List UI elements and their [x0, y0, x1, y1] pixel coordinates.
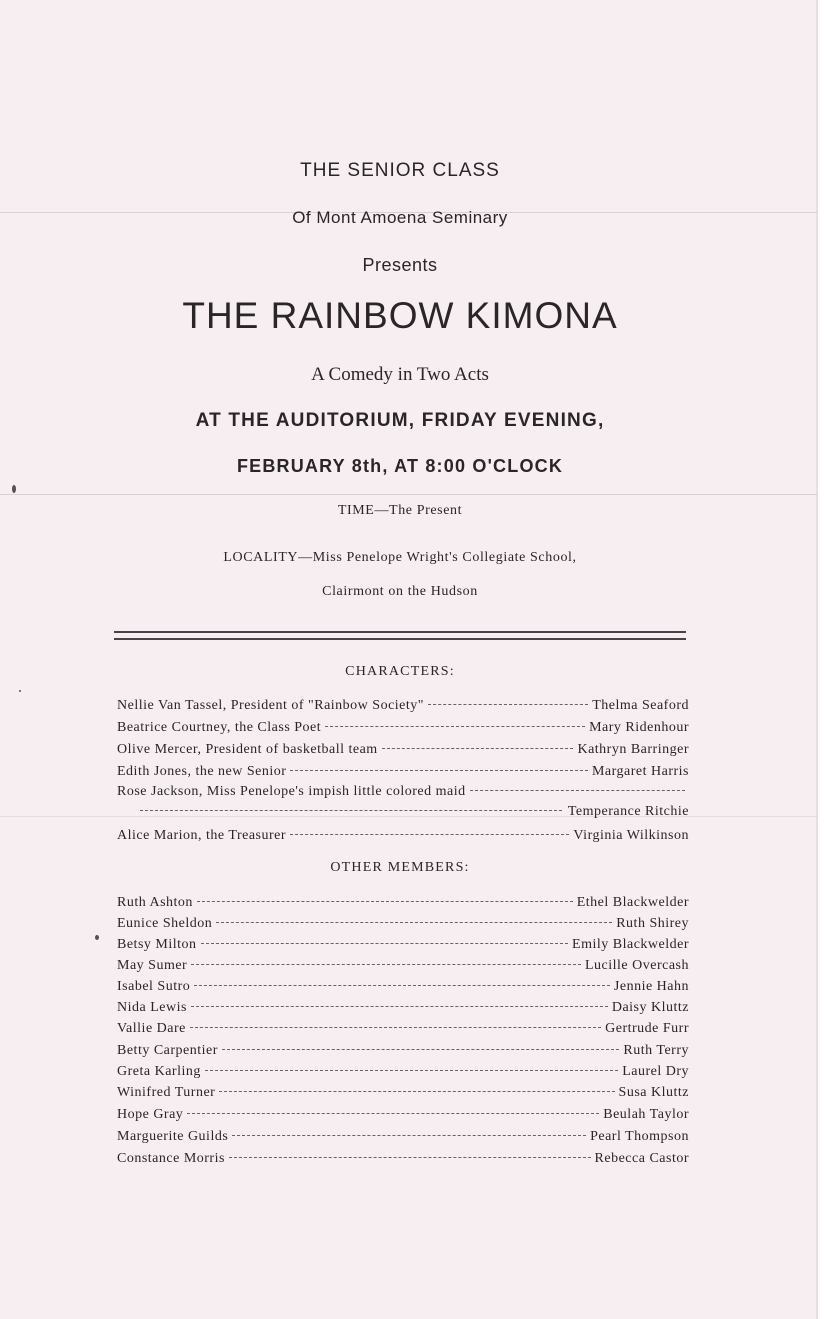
member-row — [117, 1150, 689, 1168]
actor-name: Gertrude Furr — [605, 1021, 689, 1036]
role-name: Rose Jackson, Miss Penelope's impish little colored maid — [117, 784, 466, 799]
actor-name: Pearl Thompson — [590, 1129, 689, 1144]
leader-dashes — [187, 1113, 599, 1114]
role-name: Betsy Milton — [117, 937, 197, 952]
actor-name: Thelma Seaford — [592, 698, 689, 713]
member-row — [117, 957, 689, 975]
cast-row — [117, 783, 689, 801]
class-heading: THE SENIOR CLASS — [300, 160, 500, 181]
role-name: Alice Marion, the Treasurer — [117, 828, 287, 843]
cast-row — [117, 719, 689, 737]
play-title: THE RAINBOW KIMONA — [182, 295, 618, 336]
leader-dashes — [325, 726, 585, 727]
ink-speck — [12, 485, 16, 493]
play-subtitle: A Comedy in Two Acts — [311, 364, 489, 385]
role-name: Edith Jones, the new Senior — [117, 764, 287, 779]
leader-dashes — [140, 810, 562, 811]
member-row — [117, 1020, 689, 1038]
actor-name: Lucille Overcash — [584, 958, 689, 973]
role-name: Isabel Sutro — [117, 979, 191, 994]
leader-dashes — [232, 1135, 586, 1136]
leader-dashes — [190, 1027, 601, 1028]
actor-name: Ruth Shirey — [616, 916, 689, 931]
locality-place: Clairmont on the Hudson — [322, 584, 478, 599]
role-name: Betty Carpentier — [117, 1043, 218, 1058]
actor-name: Daisy Kluttz — [611, 1000, 689, 1015]
role-name: Eunice Sheldon — [117, 916, 213, 931]
role-name: Marguerite Guilds — [117, 1129, 229, 1144]
leader-dashes — [216, 922, 612, 923]
role-name: May Sumer — [117, 958, 188, 973]
member-row — [117, 1128, 689, 1146]
role-name: Beatrice Courtney, the Class Poet — [117, 720, 322, 735]
venue-line: AT THE AUDITORIUM, FRIDAY EVENING, — [195, 410, 605, 431]
actor-name: Susa Kluttz — [618, 1085, 689, 1100]
actor-name: Virginia Wilkinson — [573, 828, 689, 843]
fold-crease — [0, 494, 818, 495]
double-rule-top — [114, 631, 686, 633]
double-rule-bottom — [114, 638, 686, 640]
leader-dashes — [205, 1070, 618, 1071]
role-name: Nellie Van Tassel, President of "Rainbow Society" — [117, 698, 425, 713]
member-row — [117, 1063, 689, 1081]
role-name: Nida Lewis — [117, 1000, 187, 1015]
leader-dashes — [229, 1157, 591, 1158]
cast-row-continuation — [140, 803, 689, 821]
role-name: Vallie Dare — [117, 1021, 186, 1036]
seminary-line: Of Mont Amoena Seminary — [292, 208, 508, 227]
actor-name: Laurel Dry — [622, 1064, 689, 1079]
actor-name: Emily Blackwelder — [572, 937, 689, 952]
member-row — [117, 999, 689, 1017]
date-line: FEBRUARY 8th, AT 8:00 O'CLOCK — [236, 456, 564, 476]
actor-name: Rebecca Castor — [594, 1151, 689, 1166]
time-line: TIME—The Present — [337, 503, 463, 518]
actor-name: Temperance Ritchie — [567, 804, 689, 819]
member-row — [117, 894, 689, 912]
leader-dashes — [194, 985, 610, 986]
leader-dashes — [191, 1006, 608, 1007]
member-row — [117, 1084, 689, 1102]
ink-speck — [19, 690, 21, 692]
leader-dashes — [219, 1091, 614, 1092]
member-row — [117, 978, 689, 996]
ink-speck — [95, 935, 99, 940]
leader-dashes — [290, 770, 588, 771]
cast-row — [117, 827, 689, 845]
member-row — [117, 936, 689, 954]
cast-row — [117, 741, 689, 759]
locality-line: LOCALITY—Miss Penelope Wright's Collegiate School, — [223, 550, 577, 565]
actor-name: Kathryn Barringer — [577, 742, 689, 757]
actor-name: Beulah Taylor — [603, 1107, 689, 1122]
actor-name: Margaret Harris — [591, 764, 689, 779]
leader-dashes — [382, 748, 574, 749]
actor-name: Jennie Hahn — [613, 979, 689, 994]
role-name: Constance Morris — [117, 1151, 225, 1166]
role-name: Olive Mercer, President of basketball team — [117, 742, 378, 757]
other-members-heading: OTHER MEMBERS: — [330, 860, 470, 875]
leader-dashes — [470, 790, 685, 791]
member-row — [117, 1106, 689, 1124]
role-name: Winifred Turner — [117, 1085, 216, 1100]
role-name: Hope Gray — [117, 1107, 184, 1122]
member-row — [117, 1042, 689, 1060]
leader-dashes — [191, 964, 581, 965]
role-name: Greta Karling — [117, 1064, 201, 1079]
actor-name: Mary Ridenhour — [589, 720, 689, 735]
leader-dashes — [201, 943, 569, 944]
role-name: Ruth Ashton — [117, 895, 193, 910]
leader-dashes — [222, 1049, 619, 1050]
cast-row — [117, 697, 689, 715]
actor-name: Ruth Terry — [623, 1043, 689, 1058]
characters-heading: CHARACTERS: — [345, 664, 455, 679]
leader-dashes — [290, 834, 569, 835]
leader-dashes — [197, 901, 573, 902]
actor-name: Ethel Blackwelder — [576, 895, 689, 910]
member-row — [117, 915, 689, 933]
presents-line: Presents — [362, 255, 438, 275]
cast-row — [117, 763, 689, 781]
leader-dashes — [428, 704, 588, 705]
